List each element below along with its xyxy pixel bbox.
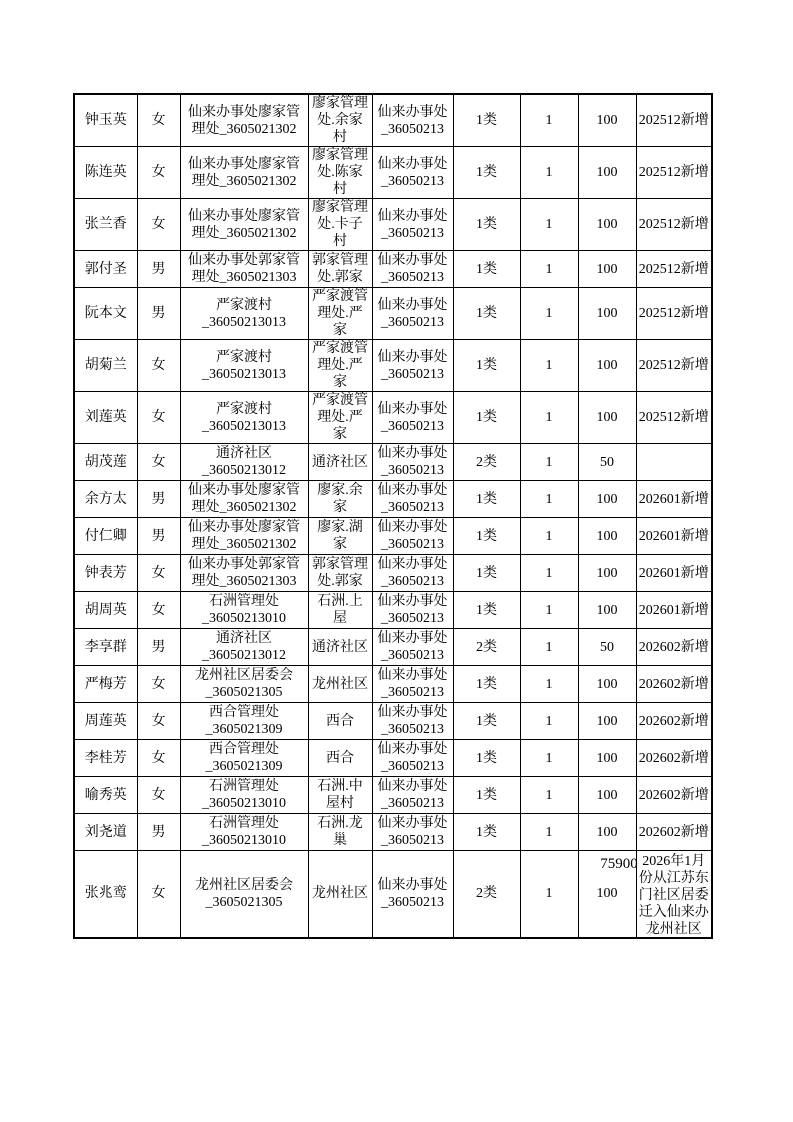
cell-count: 1 [520,814,578,851]
table-row [74,629,712,666]
cell-person-name: 李桂芳 [74,740,137,777]
table-row [74,340,712,392]
cell-gender: 女 [137,340,180,392]
cell-org-unit: 西合管理处_3605021309 [180,703,308,740]
cell-count: 1 [520,629,578,666]
roster-table-body [74,94,712,938]
cell-gender: 女 [137,555,180,592]
cell-gender: 女 [137,199,180,251]
cell-amount: 100 [578,592,636,629]
cell-office: 仙来办事处_36050213 [372,666,453,703]
cell-office: 仙来办事处_36050213 [372,740,453,777]
cell-count: 1 [520,555,578,592]
cell-org-unit: 严家渡村_36050213013 [180,288,308,340]
cell-org-unit: 石洲管理处_36050213010 [180,814,308,851]
cell-amount: 100 [578,666,636,703]
cell-person-name: 喻秀英 [74,777,137,814]
cell-org-unit: 仙来办事处廖家管理处_3605021302 [180,518,308,555]
cell-category: 1类 [453,814,520,851]
cell-category: 1类 [453,518,520,555]
cell-person-name: 胡茂莲 [74,444,137,481]
cell-count: 1 [520,392,578,444]
cell-office: 仙来办事处_36050213 [372,147,453,199]
cell-count: 1 [520,666,578,703]
cell-group: 郭家管理处.郭家 [308,251,372,288]
cell-count: 1 [520,777,578,814]
cell-org-unit: 石洲管理处_36050213010 [180,777,308,814]
cell-category: 2类 [453,629,520,666]
table-row [74,777,712,814]
cell-amount: 100 [578,851,636,938]
cell-person-name: 张兰香 [74,199,137,251]
cell-office: 仙来办事处_36050213 [372,629,453,666]
cell-count: 1 [520,703,578,740]
table-row [74,703,712,740]
cell-count: 1 [520,340,578,392]
cell-person-name: 李享群 [74,629,137,666]
cell-person-name: 钟玉英 [74,94,137,147]
cell-office: 仙来办事处_36050213 [372,592,453,629]
cell-gender: 女 [137,666,180,703]
cell-person-name: 张兆鸾 [74,851,137,938]
cell-org-unit: 仙来办事处廖家管理处_3605021302 [180,199,308,251]
cell-person-name: 胡周英 [74,592,137,629]
cell-gender: 女 [137,444,180,481]
cell-group: 严家渡管理处.严家 [308,288,372,340]
cell-count: 1 [520,444,578,481]
cell-amount: 100 [578,288,636,340]
cell-group: 廖家.湖家 [308,518,372,555]
cell-office: 仙来办事处_36050213 [372,392,453,444]
cell-note: 202601新增 [636,592,712,629]
cell-amount: 100 [578,340,636,392]
cell-gender: 女 [137,392,180,444]
cell-note: 202602新增 [636,666,712,703]
cell-office: 仙来办事处_36050213 [372,777,453,814]
cell-count: 1 [520,251,578,288]
cell-category: 1类 [453,251,520,288]
cell-category: 1类 [453,288,520,340]
cell-count: 1 [520,147,578,199]
cell-org-unit: 龙州社区居委会_3605021305 [180,666,308,703]
cell-count: 1 [520,94,578,147]
cell-person-name: 郭付圣 [74,251,137,288]
cell-person-name: 陈连英 [74,147,137,199]
cell-group: 廖家.余家 [308,481,372,518]
cell-gender: 女 [137,777,180,814]
cell-note: 202512新增 [636,288,712,340]
cell-org-unit: 通济社区_36050213012 [180,629,308,666]
table-row [74,814,712,851]
cell-category: 1类 [453,199,520,251]
cell-org-unit: 仙来办事处廖家管理处_3605021302 [180,94,308,147]
table-row [74,392,712,444]
cell-org-unit: 仙来办事处廖家管理处_3605021302 [180,147,308,199]
table-row [74,666,712,703]
grand-total: 75900 [600,856,638,872]
cell-group: 石洲.龙巢 [308,814,372,851]
cell-gender: 男 [137,814,180,851]
cell-category: 2类 [453,444,520,481]
cell-office: 仙来办事处_36050213 [372,851,453,938]
cell-amount: 100 [578,94,636,147]
cell-group: 郭家管理处.郭家 [308,555,372,592]
cell-category: 1类 [453,94,520,147]
cell-amount: 100 [578,740,636,777]
cell-category: 1类 [453,147,520,199]
cell-person-name: 付仁卿 [74,518,137,555]
cell-org-unit: 西合管理处_3605021309 [180,740,308,777]
table-row [74,288,712,340]
cell-category: 1类 [453,592,520,629]
cell-amount: 100 [578,147,636,199]
cell-gender: 男 [137,518,180,555]
cell-note: 202602新增 [636,740,712,777]
cell-org-unit: 仙来办事处郭家管理处_3605021303 [180,555,308,592]
cell-category: 1类 [453,392,520,444]
cell-category: 1类 [453,340,520,392]
cell-category: 2类 [453,851,520,938]
cell-person-name: 胡菊兰 [74,340,137,392]
cell-gender: 女 [137,592,180,629]
cell-gender: 女 [137,703,180,740]
cell-group: 严家渡管理处.严家 [308,340,372,392]
cell-group: 通济社区 [308,629,372,666]
table-row [74,444,712,481]
cell-org-unit: 龙州社区居委会_3605021305 [180,851,308,938]
cell-note: 202602新增 [636,629,712,666]
cell-note: 202512新增 [636,340,712,392]
cell-group: 西合 [308,703,372,740]
cell-amount: 100 [578,555,636,592]
cell-org-unit: 仙来办事处郭家管理处_3605021303 [180,251,308,288]
cell-person-name: 严梅芳 [74,666,137,703]
cell-gender: 男 [137,481,180,518]
cell-category: 1类 [453,666,520,703]
cell-group: 龙州社区 [308,851,372,938]
cell-count: 1 [520,288,578,340]
cell-count: 1 [520,592,578,629]
roster-table [73,93,713,939]
cell-office: 仙来办事处_36050213 [372,814,453,851]
cell-note: 202512新增 [636,199,712,251]
cell-office: 仙来办事处_36050213 [372,288,453,340]
cell-office: 仙来办事处_36050213 [372,444,453,481]
cell-org-unit: 严家渡村_36050213013 [180,392,308,444]
cell-office: 仙来办事处_36050213 [372,251,453,288]
cell-group: 廖家管理处.卡子村 [308,199,372,251]
cell-count: 1 [520,851,578,938]
cell-note: 202512新增 [636,251,712,288]
cell-count: 1 [520,481,578,518]
cell-org-unit: 通济社区_36050213012 [180,444,308,481]
cell-note: 202602新增 [636,703,712,740]
cell-count: 1 [520,740,578,777]
cell-category: 1类 [453,555,520,592]
cell-person-name: 余方太 [74,481,137,518]
cell-amount: 100 [578,703,636,740]
table-row [74,251,712,288]
cell-amount: 50 [578,629,636,666]
cell-gender: 男 [137,629,180,666]
cell-note [636,444,712,481]
cell-note: 202602新增 [636,814,712,851]
cell-note: 202601新增 [636,481,712,518]
cell-person-name: 周莲英 [74,703,137,740]
cell-note: 202512新增 [636,147,712,199]
table-row [74,518,712,555]
table-row [74,740,712,777]
cell-group: 石洲.上屋 [308,592,372,629]
table-row [74,199,712,251]
cell-note: 202512新增 [636,392,712,444]
cell-gender: 女 [137,94,180,147]
cell-office: 仙来办事处_36050213 [372,518,453,555]
cell-amount: 50 [578,444,636,481]
cell-category: 1类 [453,703,520,740]
cell-person-name: 刘莲英 [74,392,137,444]
cell-office: 仙来办事处_36050213 [372,199,453,251]
cell-group: 西合 [308,740,372,777]
cell-office: 仙来办事处_36050213 [372,703,453,740]
cell-category: 1类 [453,777,520,814]
cell-office: 仙来办事处_36050213 [372,94,453,147]
cell-amount: 100 [578,777,636,814]
cell-category: 1类 [453,740,520,777]
cell-amount: 100 [578,814,636,851]
cell-amount: 100 [578,481,636,518]
cell-note: 202512新增 [636,94,712,147]
cell-gender: 女 [137,740,180,777]
cell-office: 仙来办事处_36050213 [372,340,453,392]
cell-category: 1类 [453,481,520,518]
table-row [74,592,712,629]
cell-count: 1 [520,518,578,555]
cell-amount: 100 [578,251,636,288]
table-row [74,555,712,592]
cell-amount: 100 [578,199,636,251]
cell-group: 石洲.中屋村 [308,777,372,814]
cell-note: 202602新增 [636,777,712,814]
cell-gender: 女 [137,147,180,199]
cell-office: 仙来办事处_36050213 [372,481,453,518]
cell-gender: 男 [137,251,180,288]
cell-group: 廖家管理处.余家村 [308,94,372,147]
cell-note: 202601新增 [636,555,712,592]
cell-group: 龙州社区 [308,666,372,703]
cell-office: 仙来办事处_36050213 [372,555,453,592]
cell-note: 202601新增 [636,518,712,555]
cell-group: 严家渡管理处.严家 [308,392,372,444]
cell-count: 1 [520,199,578,251]
cell-gender: 男 [137,288,180,340]
cell-note: 2026年1月份从江苏东门社区居委迁入仙来办龙州社区 [636,851,712,938]
cell-org-unit: 石洲管理处_36050213010 [180,592,308,629]
cell-person-name: 阮本文 [74,288,137,340]
cell-person-name: 钟表芳 [74,555,137,592]
cell-group: 通济社区 [308,444,372,481]
cell-amount: 100 [578,518,636,555]
table-row [74,94,712,147]
cell-org-unit: 仙来办事处廖家管理处_3605021302 [180,481,308,518]
table-row [74,481,712,518]
cell-gender: 女 [137,851,180,938]
cell-amount: 100 [578,392,636,444]
cell-person-name: 刘尧道 [74,814,137,851]
cell-group: 廖家管理处.陈家村 [308,147,372,199]
table-row [74,147,712,199]
cell-org-unit: 严家渡村_36050213013 [180,340,308,392]
